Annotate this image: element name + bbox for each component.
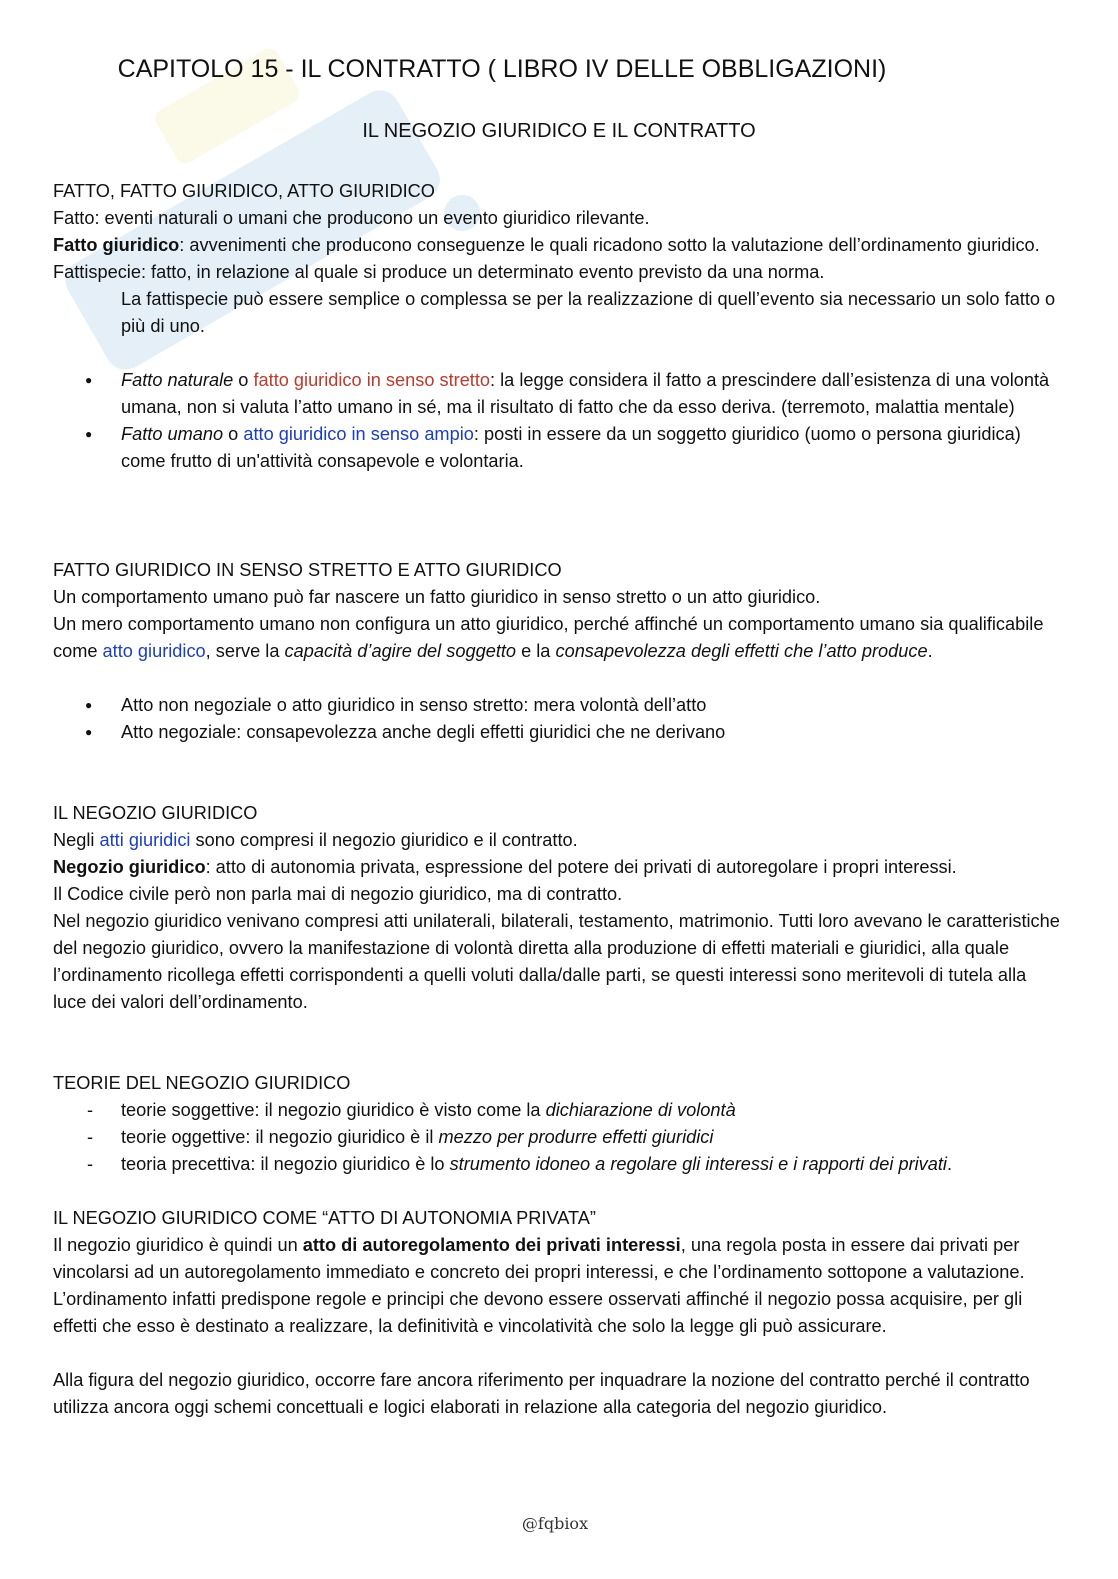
section-fatti: [53, 178, 1063, 475]
paragraph: Il Codice civile però non parla mai di negozio giuridico, ma di contratto.: [53, 884, 623, 904]
paragraph-fattispecie-detail: La fattispecie può essere semplice o complessa se per la realizzazione di quell’evento sia necessario un solo fatto o più di uno.: [121, 289, 1056, 336]
paragraph: Un comportamento umano può far nascere un fatto giuridico in senso stretto o un atto giuridico.: [53, 587, 821, 607]
list-item: ● Atto non negoziale o atto giuridico in senso stretto: mera volontà dell’atto: [53, 692, 1063, 719]
paragraph: Il negozio giuridico è quindi un atto di autoregolamento dei privati interessi, una regola posta in essere dai privati per vincolarsi ad un autoregolamento immediato e concreto dei propri interessi, e che l’ordinamento sottopone a valutazione. L’ordinamento infatti predispone regole e principi che devono essere osservati affinché il negozio possa acquisire, per gli effetti che esso è destinato a realizzare, la definitività e vincolatività che solo la legge gli può assicurare.: [53, 1235, 1025, 1336]
footer-handle: @fqbiox: [521, 1514, 589, 1533]
section-teorie: [53, 1070, 1063, 1178]
bullet-list: [53, 692, 1063, 746]
section-heading: FATTO GIURIDICO IN SENSO STRETTO E ATTO GIURIDICO: [53, 560, 562, 580]
section-subtitle: IL NEGOZIO GIURIDICO E IL CONTRATTO: [362, 120, 756, 142]
section-autonomia: [53, 1205, 1063, 1421]
page-title: CAPITOLO 15 - IL CONTRATTO ( LIBRO IV DELLE OBBLIGAZIONI): [117, 55, 887, 83]
paragraph: Alla figura del negozio giuridico, occorre fare ancora riferimento per inquadrare la nozione del contratto perché il contratto utilizza ancora oggi schemi concettuali e logici elaborati in relazione alla categoria del negozio giuridico.: [53, 1370, 1030, 1417]
paragraph: Nel negozio giuridico venivano compresi atti unilaterali, bilaterali, testamento, matrimonio. Tutti loro avevano le caratteristiche del negozio giuridico, ovvero la manifestazione di volontà diretta alla produzione di effetti materiali e giuridici, alla quale l’ordinamento ricollega effetti corrispondenti a quelli voluti dalla/dalle parti, se questi interessi sono meritevoli di tutela alla luce dei valori dell’ordinamento.: [53, 911, 1060, 1012]
section-heading: IL NEGOZIO GIURIDICO: [53, 803, 258, 823]
bullet-list: [53, 367, 1063, 475]
paragraph-fatto-giuridico: Fatto giuridico: avvenimenti che producono conseguenze le quali ricadono sotto la valutazione dell’ordinamento giuridico.: [53, 235, 1040, 255]
paragraph: Negli atti giuridici sono compresi il negozio giuridico e il contratto.: [53, 830, 578, 850]
list-item: - teorie soggettive: il negozio giuridico è visto come la dichiarazione di volontà: [53, 1097, 1063, 1124]
list-item: ● Fatto naturale o fatto giuridico in senso stretto: la legge considera il fatto a prescindere dall’esistenza di una volontà umana, non si valuta l’atto umano in sé, ma il risultato di fatto che da esso deriva. (terremoto, malattia mentale): [53, 367, 1063, 421]
paragraph-fatto: Fatto: eventi naturali o umani che producono un evento giuridico rilevante.: [53, 208, 650, 228]
paragraph: Negozio giuridico: atto di autonomia privata, espressione del potere dei privati di autoregolare i propri interessi.: [53, 857, 957, 877]
section-negozio: [53, 800, 1063, 1016]
list-item: ● Atto negoziale: consapevolezza anche degli effetti giuridici che ne derivano: [53, 719, 1063, 746]
dash-list: [53, 1097, 1063, 1178]
list-item: - teoria precettiva: il negozio giuridico è lo strumento idoneo a regolare gli interessi e i rapporti dei privati.: [53, 1151, 1063, 1178]
section-fatto-atto: [53, 557, 1063, 746]
list-item: - teorie oggettive: il negozio giuridico è il mezzo per produrre effetti giuridici: [53, 1124, 1063, 1151]
list-item: ● Fatto umano o atto giuridico in senso ampio: posti in essere da un soggetto giuridico (uomo o persona giuridica) come frutto di un'attività consapevole e volontaria.: [53, 421, 1063, 475]
paragraph-fattispecie: Fattispecie: fatto, in relazione al quale si produce un determinato evento previsto da una norma.: [53, 262, 825, 282]
section-heading: IL NEGOZIO GIURIDICO COME “ATTO DI AUTONOMIA PRIVATA”: [53, 1208, 596, 1228]
section-heading: FATTO, FATTO GIURIDICO, ATTO GIURIDICO: [53, 181, 435, 201]
paragraph: Un mero comportamento umano non configura un atto giuridico, perché affinché un comportamento umano sia qualificabile come atto giuridico, serve la capacità d’agire del soggetto e la consapevolezza degli effetti che l’atto produce.: [53, 614, 1044, 661]
section-heading: TEORIE DEL NEGOZIO GIURIDICO: [53, 1073, 351, 1093]
